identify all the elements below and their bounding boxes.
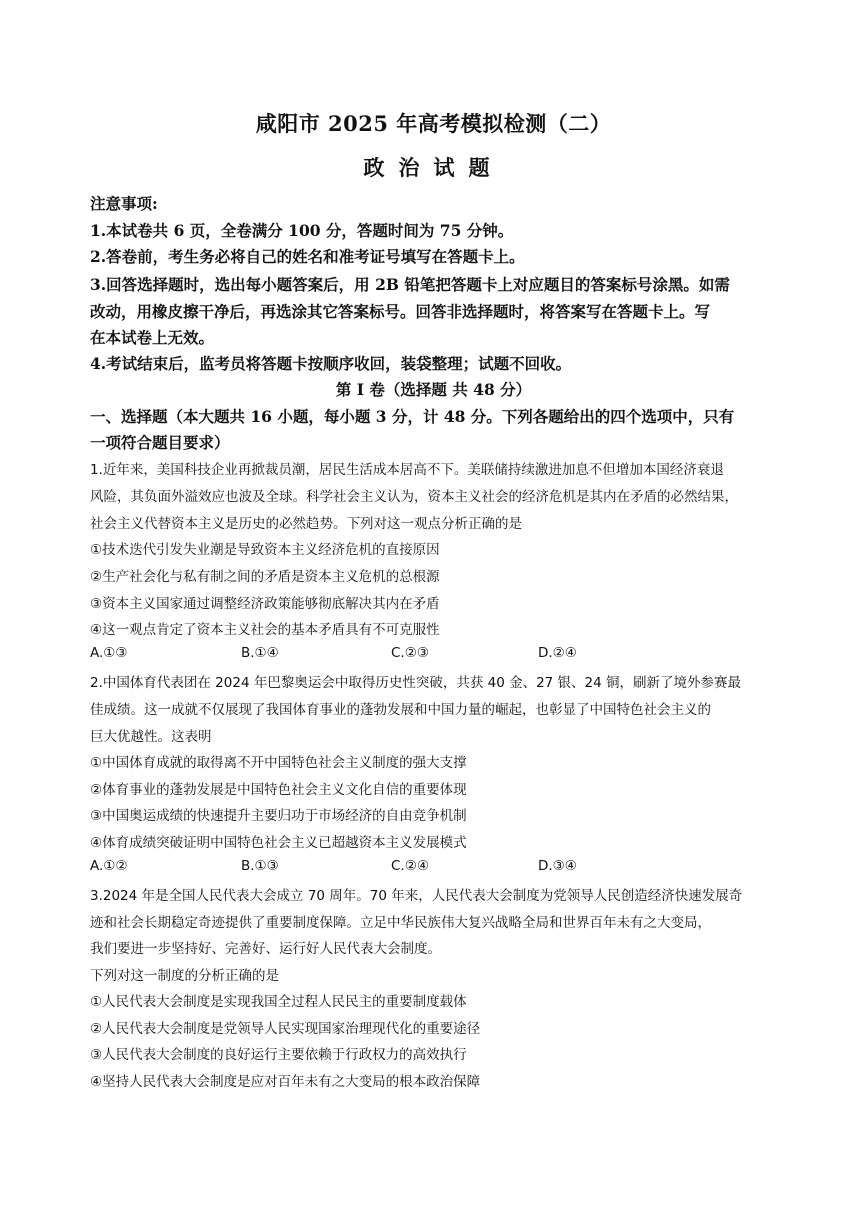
exam-title: 咸阳市 2025 年高考模拟检测（二） [255,111,612,136]
question-stem: 1.近年来，美国科技企业再掀裁员潮，居民生活成本居高不下。美联储持续激进加息不但增加本国经济衰退 [90,462,724,478]
notice-line: 改动，用橡皮擦干净后，再选涂其它答案标号。回答非选择题时，将答案写在答题卡上。写 [90,302,711,321]
notice-heading: 注意事项: [90,194,158,213]
question-stem: 社会主义代替资本主义是历史的必然趋势。下列对这一观点分析正确的是 [90,516,522,532]
statement: ④这一观点肯定了资本主义社会的基本矛盾具有不可克服性 [90,622,440,638]
question-stem: 佳成绩。这一成就不仅展现了我国体育事业的蓬勃发展和中国力量的崛起，也彰显了中国特色社会主义的 [90,702,711,718]
option-a: A.①③ [90,645,128,661]
notice-line: 在本试卷上无效。 [90,328,215,347]
option-d: D.②④ [538,645,577,661]
statement: ②体育事业的蓬勃发展是中国特色社会主义文化自信的重要体现 [90,782,467,798]
statement: ④坚持人民代表大会制度是应对百年未有之大变局的根本政治保障 [90,1074,481,1090]
notice-line: 1.本试卷共 6 页，全卷满分 100 分，答题时间为 75 分钟。 [90,221,514,240]
notice-line: 4.考试结束后，监考员将答题卡按顺序收回，装袋整理；试题不回收。 [90,354,572,373]
option-a: A.①② [90,858,128,874]
option-c: C.②④ [391,858,429,874]
option-b: B.①④ [241,645,279,661]
statement: ②人民代表大会制度是党领导人民实现国家治理现代化的重要途径 [90,1021,481,1037]
option-d: D.③④ [538,858,577,874]
statement: ②生产社会化与私有制之间的矛盾是资本主义危机的总根源 [90,569,440,585]
question-stem: 下列对这一制度的分析正确的是 [90,968,279,984]
question-stem: 我们要进一步坚持好、完善好、运行好人民代表大会制度。 [90,941,441,957]
option-b: B.①③ [241,858,279,874]
option-c: C.②③ [391,645,429,661]
statement: ③人民代表大会制度的良好运行主要依赖于行政权力的高效执行 [90,1047,467,1063]
part-title: 第 I 卷（选择题 共 48 分） [335,380,532,399]
section-heading: 一项符合题目要求） [90,433,230,452]
section-heading: 一、选择题（本大题共 16 小题，每小题 3 分，计 48 分。下列各题给出的四个选项中，只有 [90,407,735,426]
statement: ④体育成绩突破证明中国特色社会主义已超越资本主义发展模式 [90,835,467,851]
statement: ①中国体育成就的取得离不开中国特色社会主义制度的强大支撑 [90,755,467,771]
notice-line: 3.回答选择题时，选出每小题答案后，用 2B 铅笔把答题卡上对应题目的答案标号涂黑。如需 [90,275,730,294]
question-stem: 风险，其负面外溢效应也波及全球。科学社会主义认为，资本主义社会的经济危机是其内在矛盾的必然结果， [90,489,738,505]
notice-line: 2.答卷前，考生务必将自己的姓名和准考证号填写在答题卡上。 [90,247,525,266]
statement: ①人民代表大会制度是实现我国全过程人民民主的重要制度载体 [90,994,467,1010]
question-stem: 2.中国体育代表团在 2024 年巴黎奥运会中取得历史性突破，共获 40 金、27 银、24 铜，刷新了境外参赛最 [90,675,742,691]
question-stem: 3.2024 年是全国人民代表大会成立 70 周年。70 年来，人民代表大会制度为党领导人民创造经济快速发展奇 [90,888,743,904]
statement: ③中国奥运成绩的快速提升主要归功于市场经济的自由竞争机制 [90,808,467,824]
question-stem: 迹和社会长期稳定奇迹提供了重要制度保障。立足中华民族伟大复兴战略全局和世界百年未有之大变局， [90,915,711,931]
statement: ①技术迭代引发失业潮是导致资本主义经济危机的直接原因 [90,542,440,558]
subject-title: 政治试题 [363,155,504,180]
statement: ③资本主义国家通过调整经济政策能够彻底解决其内在矛盾 [90,596,440,612]
question-stem: 巨大优越性。这表明 [90,729,212,745]
